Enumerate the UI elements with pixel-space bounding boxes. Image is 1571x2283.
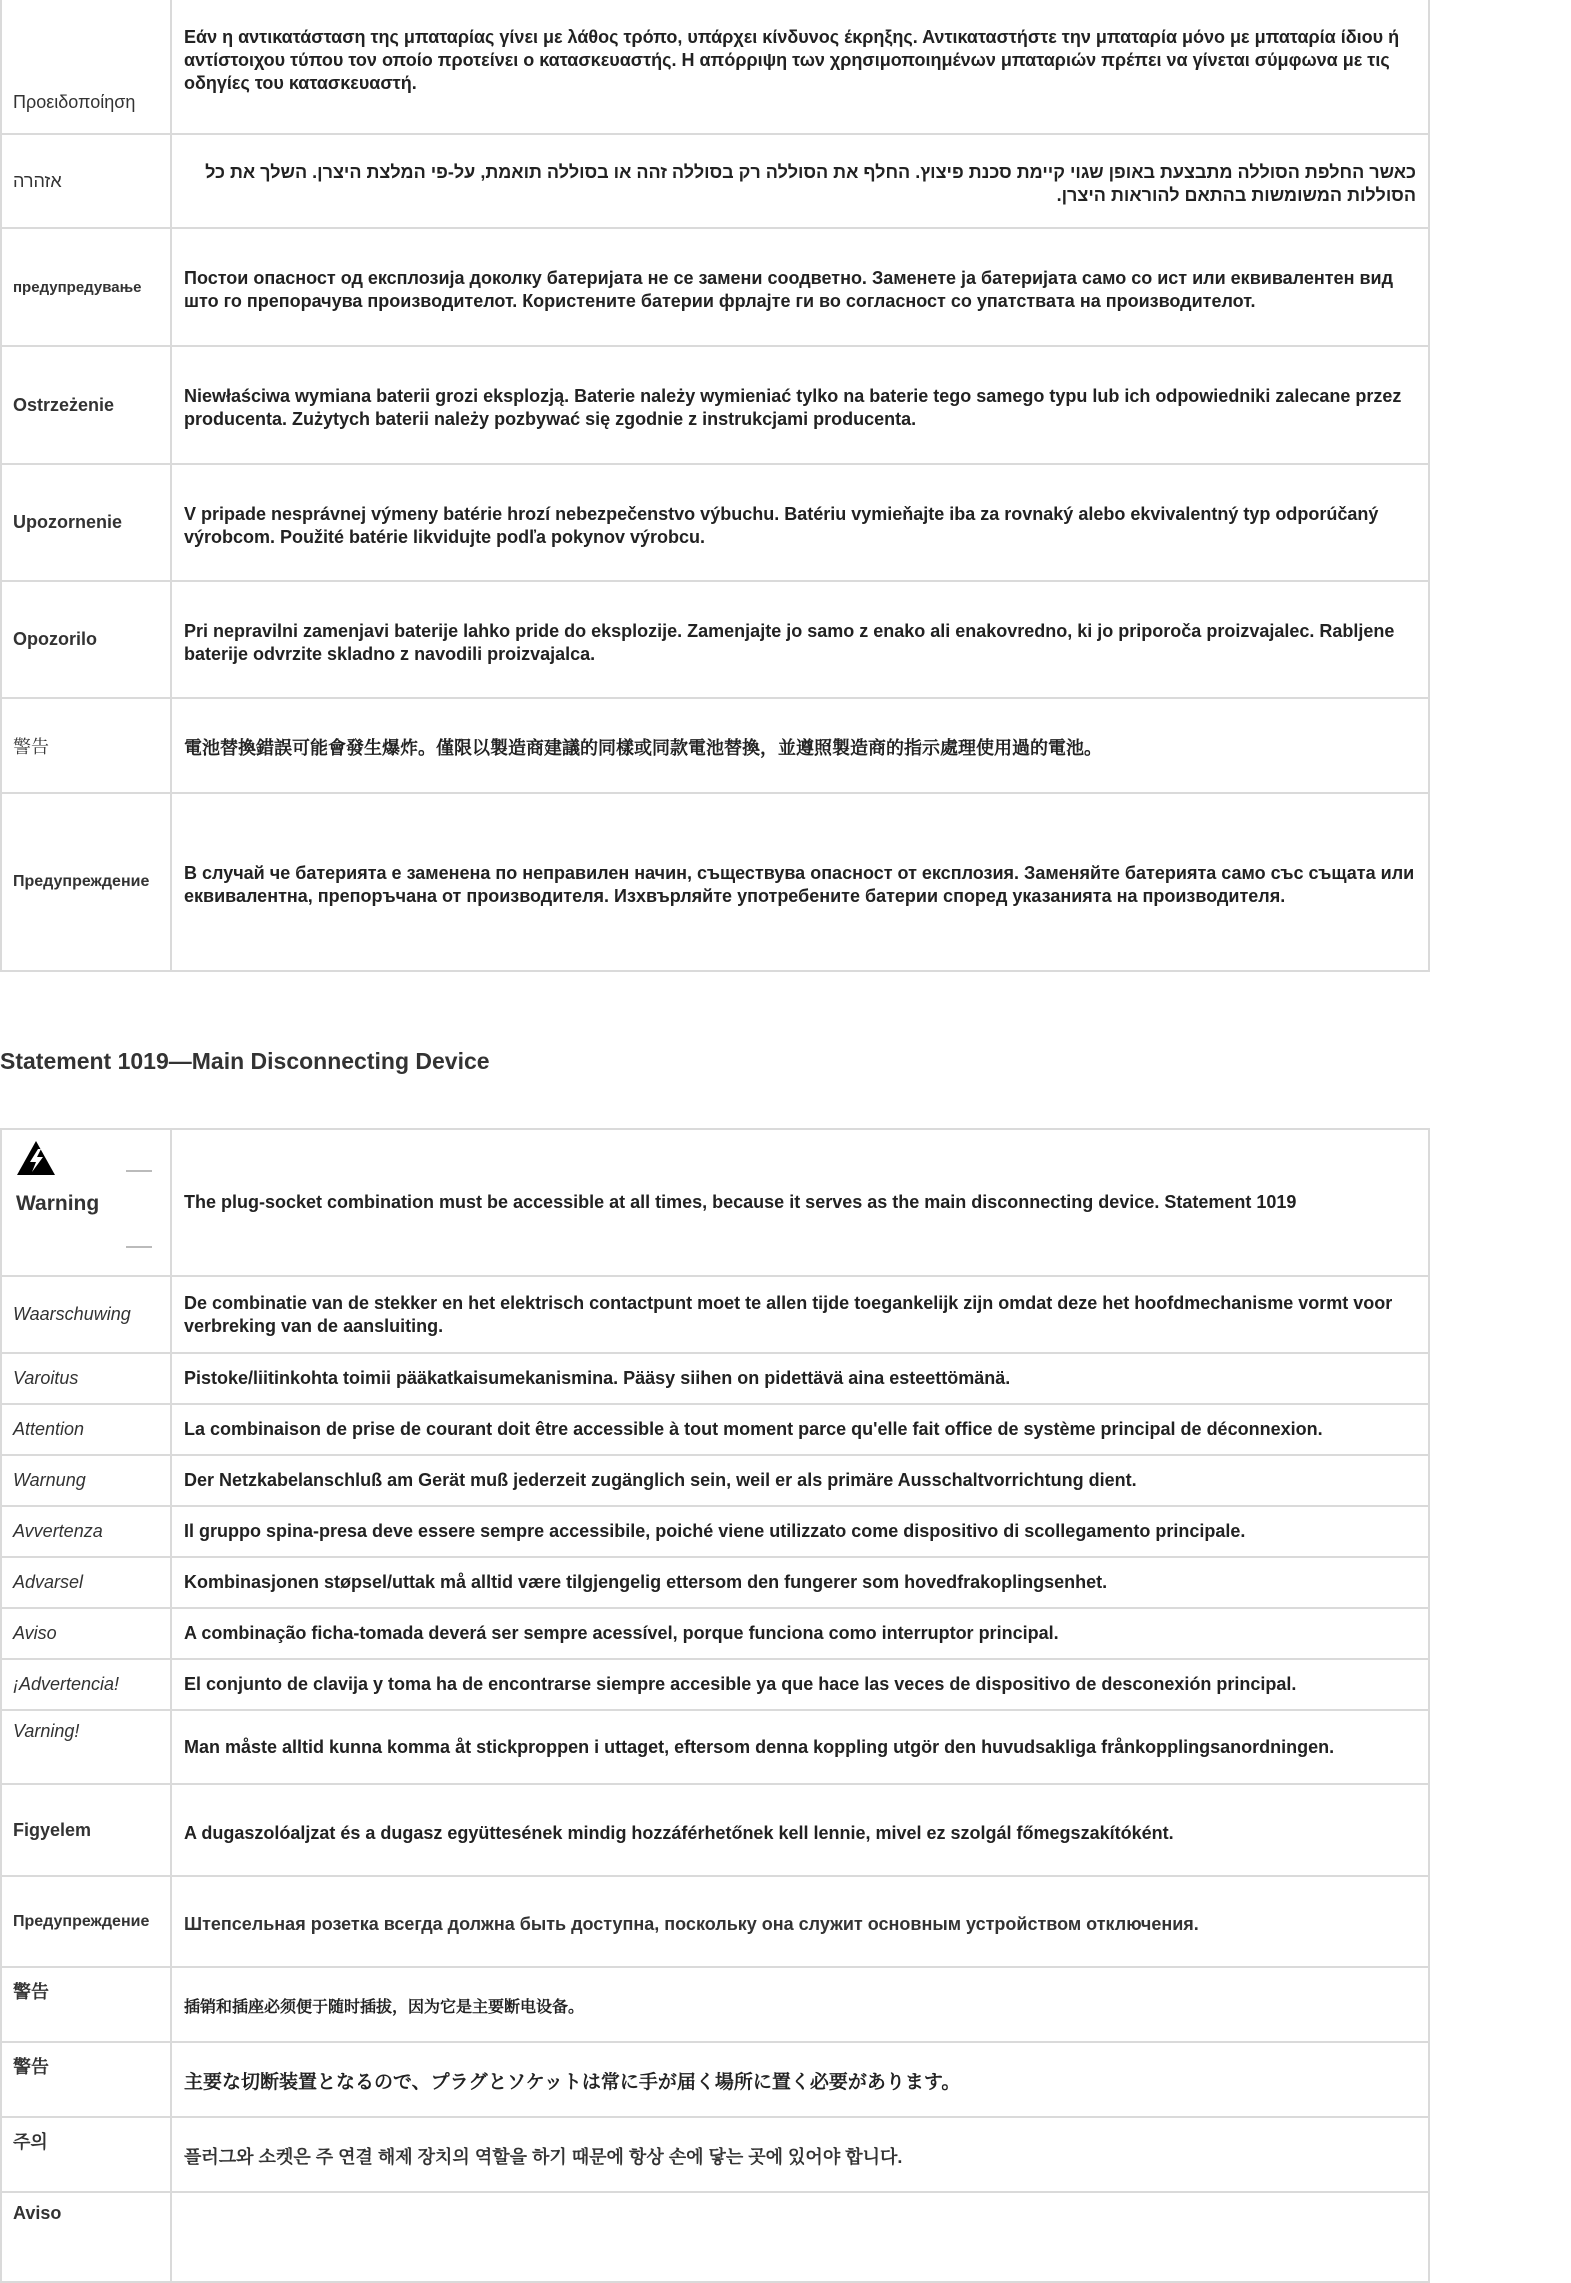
table-row: [1, 1557, 1429, 1608]
warning-text: El conjunto de clavija y toma ha de encontrarse siempre accesible ya que hace las veces de dispositivo de desconexión principal.: [171, 1659, 1429, 1710]
language-label: ¡Advertencia!: [1, 1659, 171, 1710]
language-label: 警告: [1, 1967, 171, 2042]
language-label: Advarsel: [1, 1557, 171, 1608]
warning-text: Pistoke/liitinkohta toimii pääkatkaisumekanismina. Pääsy siihen on pidettävä aina esteettömänä.: [171, 1353, 1429, 1404]
warning-text: כאשר החלפת הסוללה מתבצעת באופן שגוי קיימת סכנת פיצוץ. החלף את הסוללה רק בסוללה זהה או בסוללה תואמת, על-פי המלצת היצרן. השלך את כל הסוללות המשומשות בהתאם להוראות היצרן.: [171, 134, 1429, 228]
language-label: Предупреждение: [1, 1876, 171, 1967]
language-label: Aviso: [1, 2192, 171, 2282]
table-row: [1, 0, 1429, 134]
table-row: [1, 1353, 1429, 1404]
warning-text: Штепсельная розетка всегда должна быть доступна, поскольку она служит основным устройством отключения.: [171, 1876, 1429, 1967]
language-label: Varoitus: [1, 1353, 171, 1404]
table-row: [1, 1608, 1429, 1659]
table-row: [1, 1710, 1429, 1784]
language-label: Warnung: [1, 1455, 171, 1506]
language-label: предупредување: [1, 228, 171, 346]
table-row: [1, 2042, 1429, 2117]
language-label: Opozorilo: [1, 581, 171, 698]
language-label: Figyelem: [1, 1784, 171, 1876]
warning-label: Warning: [16, 1192, 100, 1215]
table-row: [1, 1276, 1429, 1353]
language-label: Varning!: [1, 1710, 171, 1784]
table-row: [1, 1659, 1429, 1710]
warning-text: Pri nepravilni zamenjavi baterije lahko pride do eksplozije. Zamenjajte jo samo z enako ali enakovredno, ki jo priporoča proizvajalec. Rabljene baterije odvrzite skladno z navodili proizvajalca.: [171, 581, 1429, 698]
warning-text: Der Netzkabelanschluß am Gerät muß jederzeit zugänglich sein, weil er als primäre Ausschaltvorrichtung dient.: [171, 1455, 1429, 1506]
language-label: Attention: [1, 1404, 171, 1455]
table-row: [1, 464, 1429, 581]
divider: [126, 1170, 152, 1172]
warning-text: A dugaszolóaljzat és a dugasz együttesének mindig hozzáférhetőnek kell lennie, mivel ez szolgál főmegszakítóként.: [171, 1784, 1429, 1876]
warning-triangle-icon: [16, 1140, 56, 1176]
warning-text: The plug-socket combination must be accessible at all times, because it serves as the main disconnecting device. Statement 1019: [171, 1129, 1429, 1276]
table-row: [1, 1967, 1429, 2042]
warning-header-row: [1, 1129, 1429, 1276]
table-row: [1, 1404, 1429, 1455]
warning-text: Постои опасност од експлозија доколку батеријата не се замени соодветно. Заменете ја батеријата само со ист или еквивалентен вид што го препорачува производителот. Користените батерии фрлајте ги во согласност со упатствата на производителот.: [171, 228, 1429, 346]
table-row: [1, 1506, 1429, 1557]
language-label: Ostrzeżenie: [1, 346, 171, 464]
language-label: Waarschuwing: [1, 1276, 171, 1353]
language-label: Предупреждение: [1, 793, 171, 971]
warning-text: 插销和插座必须便于随时插拔，因为它是主要断电设备。: [171, 1967, 1429, 2042]
table-row: [1, 228, 1429, 346]
table-row: [1, 346, 1429, 464]
warning-text: 플러그와 소켓은 주 연결 해제 장치의 역할을 하기 때문에 항상 손에 닿는 곳에 있어야 합니다.: [171, 2117, 1429, 2192]
disconnect-warning-table: [0, 1128, 1430, 2283]
warning-icon-cell: [1, 1129, 171, 1276]
warning-text: 主要な切断装置となるので、プラグとソケットは常に手が届く場所に置く必要があります。: [171, 2042, 1429, 2117]
language-label: Προειδοποίηση: [1, 0, 171, 134]
warning-text: De combinatie van de stekker en het elektrisch contactpunt moet te allen tijde toegankelijk zijn omdat deze het hoofdmechanisme vormt voor verbreking van de aansluiting.: [171, 1276, 1429, 1353]
warning-text: Man måste alltid kunna komma åt stickproppen i uttaget, eftersom denna koppling utgör den huvudsakliga frånkopplingsanordningen.: [171, 1710, 1429, 1784]
language-label: אזהרה: [1, 134, 171, 228]
warning-text: В случай че батерията е заменена по неправилен начин, съществува опасност от експлозия. Заменяйте батерията само със същата или еквивалентна, препоръчана от производителя. Изхвърляйте употребените батерии според указанията на производителя.: [171, 793, 1429, 971]
language-label: 警告: [1, 2042, 171, 2117]
warning-text: A combinação ficha-tomada deverá ser sempre acessível, porque funciona como interruptor principal.: [171, 1608, 1429, 1659]
warning-text: Εάν η αντικατάσταση της μπαταρίας γίνει με λάθος τρόπο, υπάρχει κίνδυνος έκρηξης. Αντικαταστήστε την μπαταρία μόνο με μπαταρία ίδιου ή αντίστοιχου τύπου τον οποίο προτείνει ο κατασκευαστής. Η απόρριψη των χρησιμοποιημένων μπαταριών πρέπει να γίνεται σύμφωνα με τις οδηγίες του κατασκευαστή.: [171, 0, 1429, 134]
table-row: [1, 1876, 1429, 1967]
language-label: 주의: [1, 2117, 171, 2192]
warning-text: Niewłaściwa wymiana baterii grozi eksplozją. Baterie należy wymieniać tylko na baterie tego samego typu lub ich odpowiedniki zalecane przez producenta. Zużytych baterii należy pozbywać się zgodnie z instrukcjami producenta.: [171, 346, 1429, 464]
language-label: Upozornenie: [1, 464, 171, 581]
table-row: [1, 2117, 1429, 2192]
table-row: [1, 793, 1429, 971]
warning-text: 電池替換錯誤可能會發生爆炸。僅限以製造商建議的同樣或同款電池替換，並遵照製造商的指示處理使用過的電池。: [171, 698, 1429, 793]
statement-heading: Statement 1019—Main Disconnecting Device: [0, 1048, 490, 1074]
table-row: [1, 1784, 1429, 1876]
warning-text: Il gruppo spina-presa deve essere sempre accessibile, poiché viene utilizzato come dispositivo di scollegamento principale.: [171, 1506, 1429, 1557]
divider: [126, 1246, 152, 1248]
warning-text: V pripade nesprávnej výmeny batérie hrozí nebezpečenstvo výbuchu. Batériu vymieňajte iba za rovnaký alebo ekvivalentný typ odporúčaný výrobcom. Použité batérie likvidujte podľa pokynov výrobcu.: [171, 464, 1429, 581]
warning-text: Kombinasjonen støpsel/uttak må alltid være tilgjengelig ettersom den fungerer som hovedfrakoplingsenhet.: [171, 1557, 1429, 1608]
warning-text: La combinaison de prise de courant doit être accessible à tout moment parce qu'elle fait office de système principal de déconnexion.: [171, 1404, 1429, 1455]
language-label: 警告: [1, 698, 171, 793]
battery-warning-table: [0, 0, 1430, 972]
table-row: [1, 581, 1429, 698]
table-row: [1, 698, 1429, 793]
table-row: [1, 1455, 1429, 1506]
language-label: Avvertenza: [1, 1506, 171, 1557]
language-label: Aviso: [1, 1608, 171, 1659]
table-row: [1, 134, 1429, 228]
